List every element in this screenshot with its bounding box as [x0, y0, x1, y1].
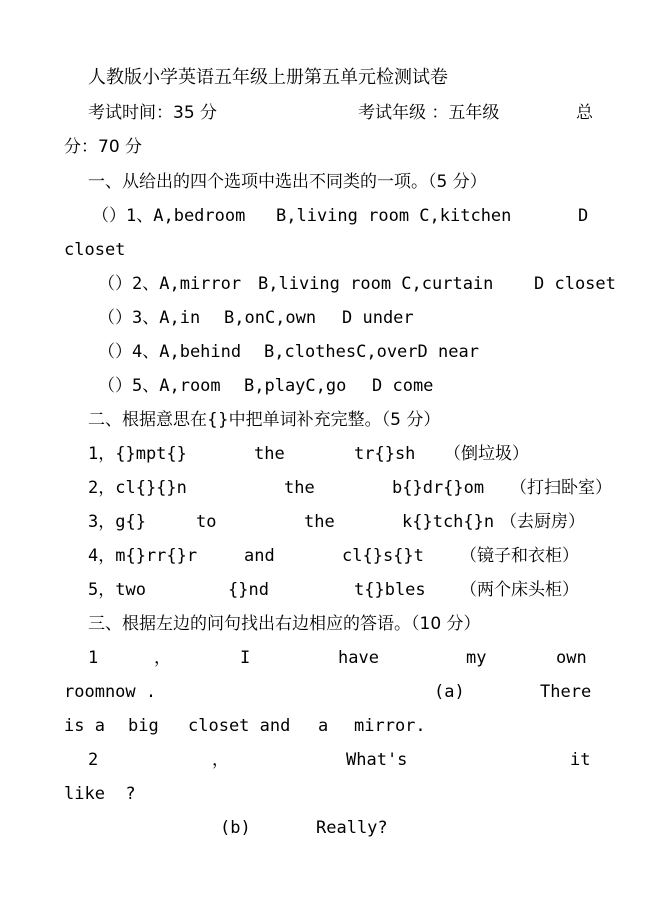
section-3-heading: 三、根据左边的问句找出右边相应的答语。（10 分） [88, 614, 481, 634]
s2-item-2: 2，cl{}{}n [88, 478, 187, 498]
s3-answer-a-w3: closet and [188, 716, 291, 736]
s1-q4-options: B,clothesC,overD near [264, 342, 479, 362]
page-title: 人教版小学英语五年级上册第五单元检测试卷 [88, 67, 448, 88]
s3-q1-w3: my [466, 648, 487, 668]
section-2-heading: 二、根据意思在{}中把单词补充完整。（5 分） [88, 410, 441, 430]
s2-item-5-cn: （两个床头柜） [460, 580, 579, 600]
s1-q1-cont: closet [64, 240, 126, 260]
s3-answer-a-w1: is a [64, 716, 105, 736]
s1-q2-prefix: （）2、A,mirror [98, 274, 242, 294]
total-score-label: 总 [576, 103, 593, 123]
s2-item-3-w4: k{}tch{}n [402, 512, 495, 532]
s3-q2-cont: like ? [64, 784, 136, 804]
s1-q3-d: D under [342, 308, 414, 328]
s3-q1-w1: I [240, 648, 251, 668]
s3-answer-a-w4: a [318, 716, 329, 736]
s3-q1-comma: ， [154, 648, 171, 668]
s3-q2-comma: ， [212, 750, 229, 770]
s1-q3-prefix: （）3、A,in [98, 308, 201, 328]
s2-item-5-w2: {}nd [228, 580, 269, 600]
s1-q1-options: B,living room C,kitchen [276, 206, 512, 226]
exam-grade: 考试年级 ：五年级 [358, 103, 500, 123]
s2-item-1: 1，{}mpt{} [88, 444, 187, 464]
s2-item-1-w2: the [254, 444, 285, 464]
s3-answer-a-w2: big [128, 716, 159, 736]
s3-answer-a-there: There [540, 682, 592, 702]
exam-time: 考试时间：35 分 [88, 103, 218, 123]
s2-item-3-w2: to [196, 512, 217, 532]
s1-q4-prefix: （）4、A,behind [98, 342, 242, 362]
s2-item-3-w3: the [304, 512, 335, 532]
s2-item-4: 4，m{}rr{}r [88, 546, 198, 566]
s3-answer-b-label: (b) [220, 818, 251, 838]
s1-q5-prefix: （）5、A,room [98, 376, 221, 396]
s2-item-4-w3: cl{}s{}t [342, 546, 424, 566]
s2-item-4-cn: （镜子和衣柜） [460, 546, 579, 566]
s2-item-5-w3: t{}bles [354, 580, 426, 600]
s2-item-2-w2: the [284, 478, 315, 498]
total-score: 分：70 分 [64, 137, 143, 157]
s1-q5-options: B,playC,go [244, 376, 347, 396]
s3-q1-w2: have [338, 648, 379, 668]
s3-q1-num: 1 [88, 648, 99, 668]
s1-q2-d: D closet [534, 274, 616, 294]
s3-q2-w2: it [570, 750, 591, 770]
section-1-heading: 一、从给出的四个选项中选出不同类的一项。（5 分） [88, 172, 487, 192]
s2-item-2-cn: （打扫卧室） [510, 478, 612, 498]
s2-item-3: 3，g{} [88, 512, 146, 532]
s2-item-2-w3: b{}dr{}om [392, 478, 485, 498]
s3-q1-cont: roomnow . [64, 682, 157, 702]
s3-q2-num: 2 [88, 750, 99, 770]
s3-answer-a-w5: mirror. [354, 716, 426, 736]
s1-q5-d: D come [372, 376, 434, 396]
s3-q1-w4: own [556, 648, 587, 668]
s1-q3-options: B,onC,own [224, 308, 317, 328]
s1-q1-prefix: （）1、A,bedroom [92, 206, 246, 226]
s2-item-1-cn: （倒垃圾） [444, 444, 529, 464]
s3-answer-b-text: Really? [316, 818, 388, 838]
s2-item-4-w2: and [244, 546, 275, 566]
s3-answer-a-label: (a) [434, 682, 465, 702]
s2-item-5: 5，two [88, 580, 146, 600]
s3-q2-w1: What's [346, 750, 408, 770]
s1-q2-options: B,living room C,curtain [258, 274, 494, 294]
s2-item-1-w3: tr{}sh [354, 444, 416, 464]
s1-q1-d: D [578, 206, 589, 226]
s2-item-3-cn: （去厨房） [500, 512, 585, 532]
